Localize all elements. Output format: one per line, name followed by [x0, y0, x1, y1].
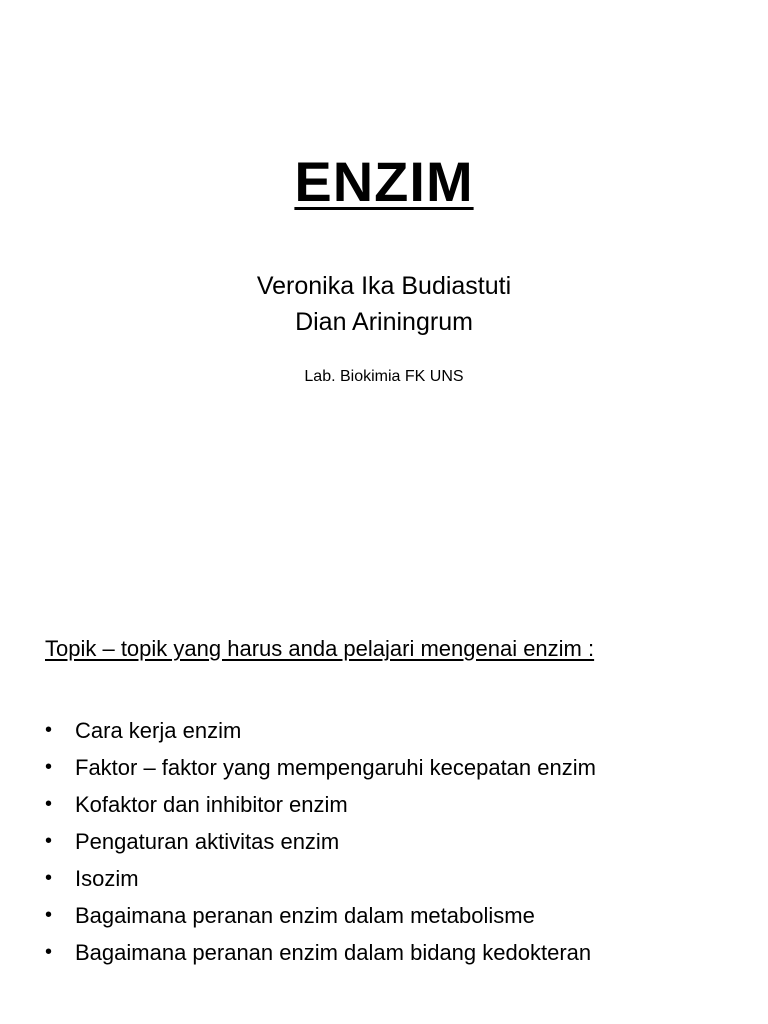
bullet-icon: • [45, 756, 53, 778]
bullet-icon: • [45, 830, 53, 852]
bullet-icon: • [45, 793, 53, 815]
topic-item [45, 826, 596, 863]
slide-title-text: ENZIM [294, 150, 474, 213]
author-name: Dian Ariningrum [295, 308, 473, 336]
topic-text: Faktor – faktor yang mempengaruhi kecepatan enzim [75, 755, 596, 780]
topic-list [45, 715, 596, 974]
topic-item [45, 937, 596, 974]
bullet-icon: • [45, 904, 53, 926]
slide-title [0, 148, 768, 216]
affiliation: Lab. Biokimia FK UNS [304, 368, 464, 385]
topic-item [45, 752, 596, 789]
topics-heading: Topik – topik yang harus anda pelajari mengenai enzim : [45, 636, 595, 661]
bullet-icon: • [45, 719, 53, 741]
topic-text: Isozim [75, 866, 139, 891]
author-name: Veronika Ika Budiastuti [256, 272, 512, 300]
topic-text: Cara kerja enzim [75, 718, 242, 743]
bullet-icon: • [45, 867, 53, 889]
bullet-icon: • [45, 941, 53, 963]
topic-item [45, 789, 596, 826]
topic-text: Kofaktor dan inhibitor enzim [75, 792, 348, 817]
topic-item [45, 900, 596, 937]
topic-text: Pengaturan aktivitas enzim [75, 829, 340, 854]
authors-block [0, 268, 768, 340]
topic-item [45, 715, 596, 752]
topic-text: Bagaimana peranan enzim dalam metabolisme [75, 903, 535, 928]
topic-item [45, 863, 596, 900]
topic-text: Bagaimana peranan enzim dalam bidang kedokteran [75, 940, 592, 965]
